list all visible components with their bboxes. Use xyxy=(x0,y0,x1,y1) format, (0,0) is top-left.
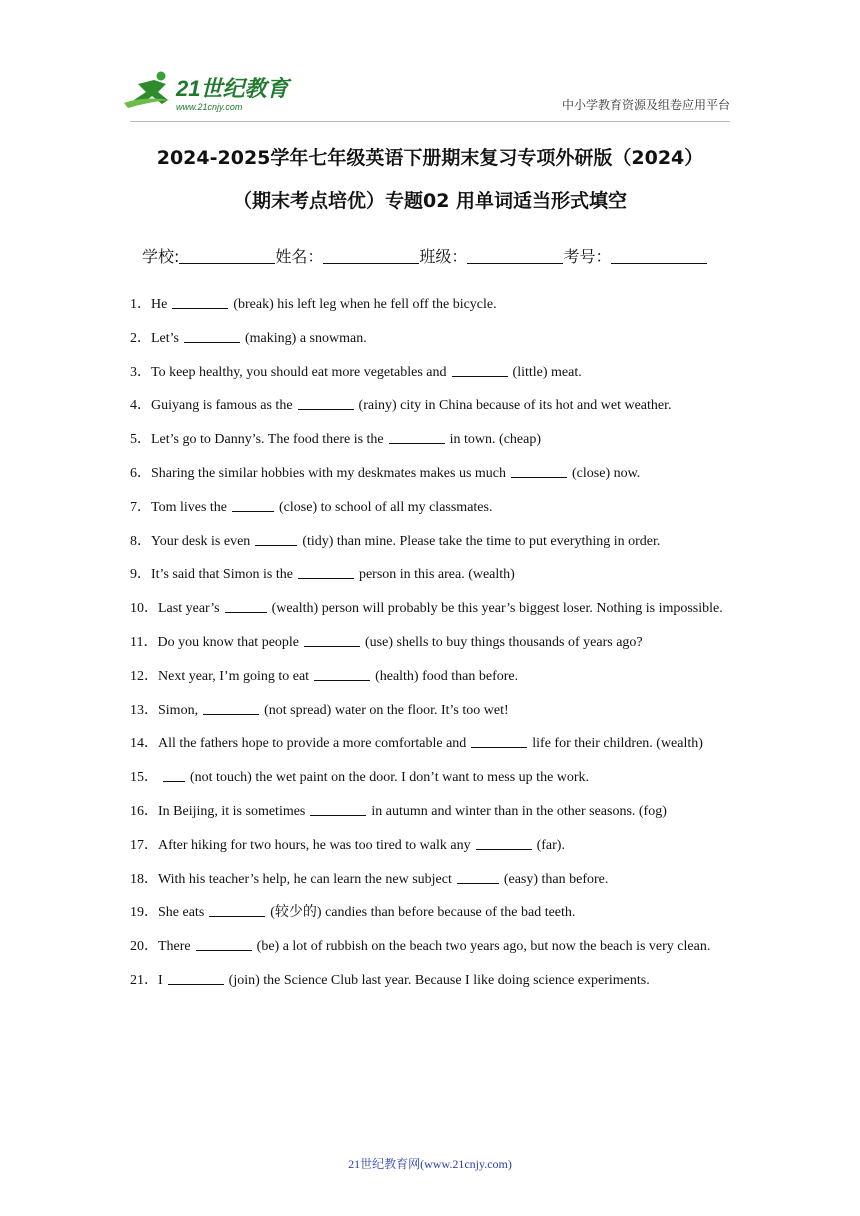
class-label: 班级： xyxy=(419,247,468,266)
answer-blank[interactable] xyxy=(255,531,297,546)
number-field[interactable] xyxy=(611,247,707,264)
question-number: 1． xyxy=(130,297,151,312)
number-label: 考号： xyxy=(563,247,612,266)
question-text-after: (break) his left leg when he fell off the bicycle. xyxy=(233,297,497,312)
answer-blank[interactable] xyxy=(304,632,360,647)
answer-blank[interactable] xyxy=(172,294,228,309)
class-field[interactable] xyxy=(467,247,563,264)
school-field[interactable] xyxy=(179,247,275,264)
question-text-before: Sharing the similar hobbies with my deskmates makes us much xyxy=(151,465,507,481)
logo xyxy=(124,70,294,116)
question-text-before: He xyxy=(151,297,168,312)
page-footer: 21世纪教育网(www.21cnjy.com) xyxy=(348,1157,512,1171)
question-text-before: Next year, I’m going to eat xyxy=(158,668,310,684)
question-item xyxy=(130,592,730,626)
question-text-after: (health) food than before. xyxy=(375,668,519,684)
question-list xyxy=(130,288,730,998)
question-text-before: Tom lives the xyxy=(151,499,228,515)
question-number: 14． xyxy=(130,736,158,752)
answer-blank[interactable] xyxy=(310,801,366,816)
question-item xyxy=(130,288,730,322)
question-number: 3． xyxy=(130,364,151,380)
page-header xyxy=(0,0,860,125)
question-text-after: (wealth) person will probably be this year’s biggest loser. Nothing is impossible. xyxy=(271,601,723,617)
question-number: 19． xyxy=(130,905,158,921)
question-item xyxy=(130,761,730,795)
answer-blank[interactable] xyxy=(225,598,267,613)
question-text-after: (be) a lot of rubbish on the beach two years ago, but now the beach is very clean. xyxy=(256,939,711,955)
student-info-row xyxy=(142,244,707,267)
name-field[interactable] xyxy=(323,247,419,264)
svg-text:21世纪教育: 21世纪教育 xyxy=(176,76,289,101)
answer-blank[interactable] xyxy=(471,733,527,748)
answer-blank[interactable] xyxy=(163,767,185,782)
platform-caption: 中小学教育资源及组卷应用平台 xyxy=(561,98,730,112)
question-item xyxy=(130,525,730,559)
question-number: 5． xyxy=(130,432,151,448)
answer-blank[interactable] xyxy=(184,328,240,343)
question-number: 17． xyxy=(130,837,158,853)
question-number: 8． xyxy=(130,533,151,549)
question-text-before: Guiyang is famous as the xyxy=(151,398,293,414)
question-number: 18． xyxy=(130,871,158,887)
answer-blank[interactable] xyxy=(298,395,354,410)
question-number: 15． xyxy=(130,770,158,786)
question-item xyxy=(130,694,730,728)
question-number: 7． xyxy=(130,499,151,515)
question-text-before: Last year’s xyxy=(158,601,220,617)
question-text-after: in town. (cheap) xyxy=(449,432,541,448)
question-text-before: I xyxy=(158,972,163,988)
question-number: 20． xyxy=(130,939,158,955)
question-text-after: life for their children. (wealth) xyxy=(532,736,703,752)
question-text-before: Your desk is even xyxy=(151,533,251,549)
page-title-line1: 2024-2025学年七年级英语下册期末复习专项外研版（2024） xyxy=(156,147,704,169)
answer-blank[interactable] xyxy=(511,463,567,478)
question-text-before: Do you know that people xyxy=(157,634,300,650)
question-text-after: (use) shells to buy things thousands of years ago? xyxy=(365,634,643,650)
question-number: 13． xyxy=(130,702,158,718)
answer-blank[interactable] xyxy=(314,666,370,681)
answer-blank[interactable] xyxy=(457,869,499,884)
question-text-before: Let’s xyxy=(151,330,179,346)
question-text-after: person in this area. (wealth) xyxy=(358,567,515,583)
question-number: 10． xyxy=(130,601,158,617)
svg-text:www.21cnjy.com: www.21cnjy.com xyxy=(176,102,243,112)
question-item xyxy=(130,829,730,863)
question-text-after: (far). xyxy=(536,837,565,853)
answer-blank[interactable] xyxy=(452,362,508,377)
answer-blank[interactable] xyxy=(203,700,259,715)
answer-blank[interactable] xyxy=(209,902,265,917)
question-text-after: (easy) than before. xyxy=(503,871,609,887)
question-text-after: (close) to school of all my classmates. xyxy=(279,499,493,515)
name-label: 姓名： xyxy=(275,247,324,266)
question-text-before: In Beijing, it is sometimes xyxy=(158,803,306,819)
question-text-before: Simon, xyxy=(158,702,199,718)
question-item xyxy=(130,795,730,829)
question-number: 4． xyxy=(130,398,151,414)
question-item xyxy=(130,389,730,423)
question-number: 9． xyxy=(130,567,151,583)
question-text-before: There xyxy=(158,939,191,955)
runner-logo-icon xyxy=(124,70,294,116)
page-title-line2: （期末考点培优）专题02 用单词适当形式填空 xyxy=(232,190,628,212)
question-item xyxy=(130,660,730,694)
question-text-before: With his teacher’s help, he can learn the new subject xyxy=(158,871,452,887)
school-label: 学校: xyxy=(142,247,180,266)
answer-blank[interactable] xyxy=(168,970,224,985)
question-number: 6． xyxy=(130,465,151,481)
question-item xyxy=(130,558,730,592)
question-text-after: (tidy) than mine. Please take the time to put everything in order. xyxy=(302,533,661,549)
question-item xyxy=(130,727,730,761)
question-text-after: in autumn and winter than in the other seasons. (fog) xyxy=(371,803,667,819)
question-text-before: Let’s go to Danny’s. The food there is the xyxy=(151,432,384,448)
answer-blank[interactable] xyxy=(476,835,532,850)
question-number: 2． xyxy=(130,330,151,346)
question-item xyxy=(130,423,730,457)
question-item xyxy=(130,356,730,390)
question-item xyxy=(130,896,730,930)
question-text-after: (close) now. xyxy=(572,465,641,481)
answer-blank[interactable] xyxy=(298,564,354,579)
question-text-after: (making) a snowman. xyxy=(245,330,367,346)
question-item xyxy=(130,964,730,998)
answer-blank[interactable] xyxy=(389,429,445,444)
question-text-after: (join) the Science Club last year. Because I like doing science experiments. xyxy=(228,972,650,988)
question-item xyxy=(130,322,730,356)
question-item xyxy=(130,457,730,491)
question-text-after: (rainy) city in China because of its hot and wet weather. xyxy=(358,398,672,414)
answer-blank[interactable] xyxy=(196,936,252,951)
question-text-after: (little) meat. xyxy=(512,364,582,380)
question-text-after: (较少的) candies than before because of the bad teeth. xyxy=(270,905,576,921)
header-rule xyxy=(130,121,730,122)
question-text-before: After hiking for two hours, he was too tired to walk any xyxy=(158,837,471,853)
answer-blank[interactable] xyxy=(232,497,274,512)
question-number: 12． xyxy=(130,668,158,684)
question-item xyxy=(130,863,730,897)
question-item xyxy=(130,491,730,525)
question-item xyxy=(130,930,730,964)
question-text-after: (not spread) water on the floor. It’s too wet! xyxy=(264,702,509,718)
question-item xyxy=(130,626,730,660)
question-text-before: She eats xyxy=(158,905,205,921)
question-number: 21． xyxy=(130,972,158,988)
question-text-before: To keep healthy, you should eat more vegetables and xyxy=(151,364,447,380)
question-text-after: (not touch) the wet paint on the door. I don’t want to mess up the work. xyxy=(190,770,590,786)
question-number: 11． xyxy=(130,634,158,650)
question-number: 16． xyxy=(130,803,158,819)
question-text-before: It’s said that Simon is the xyxy=(151,567,293,583)
question-text-before: All the fathers hope to provide a more comfortable and xyxy=(158,736,467,752)
